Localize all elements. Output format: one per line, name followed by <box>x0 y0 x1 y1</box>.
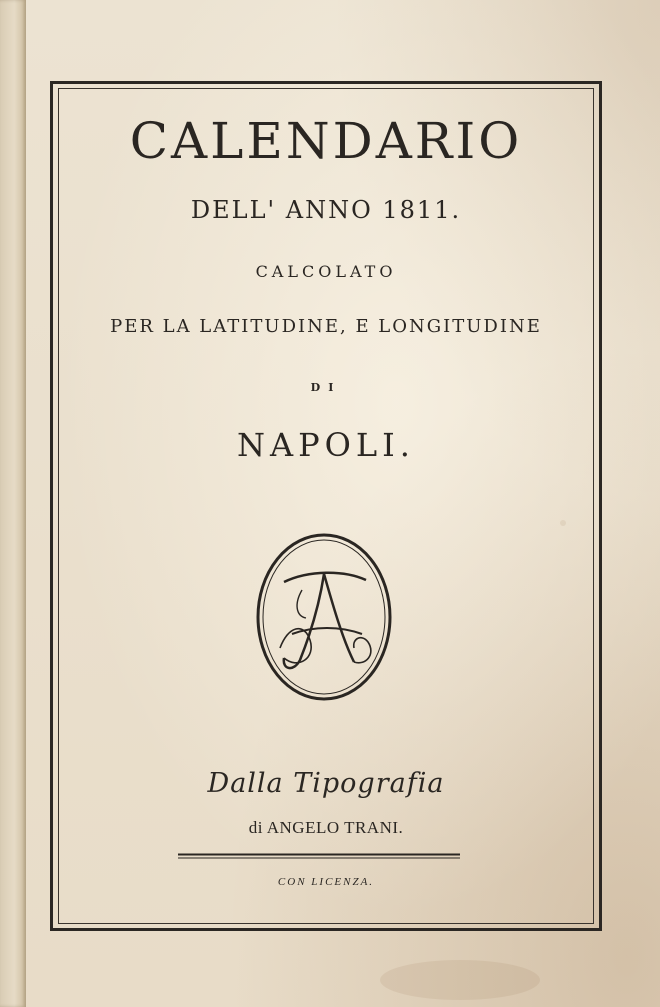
printer-monogram-emblem <box>254 530 394 704</box>
year-subtitle: DELL' ANNO 1811. <box>190 196 462 224</box>
latitude-longitude-line: PER LA LATITUDINE, E LONGITUDINE <box>110 316 542 337</box>
printer-name: di ANGELO TRANI. <box>248 818 404 837</box>
calculated-label: CALCOLATO <box>255 262 397 281</box>
imprint-script: Dalla Tipografia <box>207 768 445 799</box>
book-spine-edge <box>0 0 26 1007</box>
decorative-rule <box>178 852 460 860</box>
license-note: CON LICENZA. <box>277 876 375 888</box>
city-name: NAPOLI. <box>237 426 415 464</box>
of-label: DI <box>310 381 342 394</box>
paper-stain <box>380 960 540 1000</box>
page-title: CALENDARIO <box>129 112 523 170</box>
